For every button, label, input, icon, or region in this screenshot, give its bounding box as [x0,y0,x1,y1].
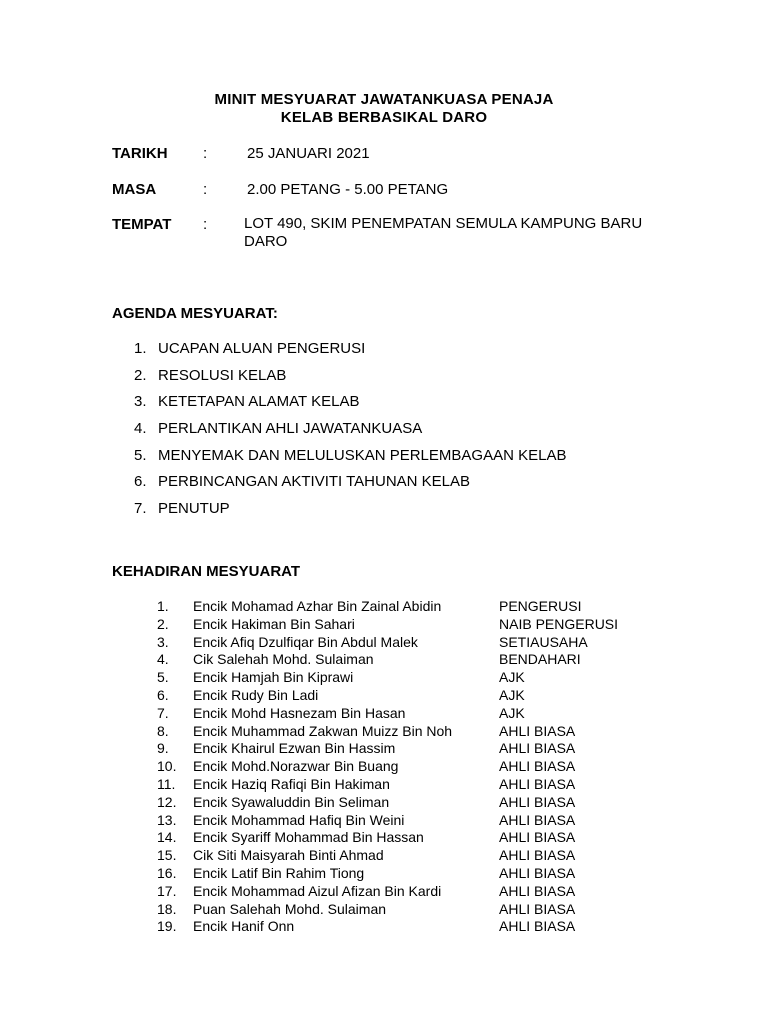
attendance-row [0,616,768,634]
attendance-number: 5. [157,669,169,686]
attendance-role: AHLI BIASA [499,882,576,899]
attendance-name: Encik Latif Bin Rahim Tiong [193,864,365,881]
agenda-item-text: RESOLUSI KELAB [158,366,287,384]
attendance-row [0,598,768,616]
attendance-row [0,812,768,830]
document-subtitle: KELAB BERBASIKAL DARO [280,109,488,126]
attendance-list [0,598,768,936]
attendance-number: 17. [157,882,177,899]
attendance-name: Cik Salehah Mohd. Sulaiman [193,651,374,668]
attendance-row [0,794,768,812]
attendance-number: 13. [157,811,177,828]
attendance-number: 2. [157,615,169,632]
attendance-number: 10. [157,758,177,775]
attendance-heading: KEHADIRAN MESYUARAT [112,563,301,580]
attendance-name: Encik Mohd Hasnezam Bin Hasan [193,704,406,721]
attendance-row [0,918,768,936]
attendance-name: Encik Mohammad Hafiq Bin Weini [193,811,405,828]
attendance-role: AHLI BIASA [499,811,576,828]
attendance-row [0,758,768,776]
attendance-row [0,687,768,705]
attendance-name: Encik Hamjah Bin Kiprawi [193,669,354,686]
attendance-name: Encik Afiq Dzulfiqar Bin Abdul Malek [193,633,418,650]
attendance-name: Encik Hanif Onn [193,918,295,935]
attendance-role: BENDAHARI [499,651,581,668]
attendance-row [0,883,768,901]
attendance-name: Encik Mohamad Azhar Bin Zainal Abidin [193,598,442,614]
agenda-item-text: PERBINCANGAN AKTIVITI TAHUNAN KELAB [158,473,471,491]
time-label: MASA [112,181,157,198]
attendance-number: 19. [157,918,177,935]
attendance-role: AHLI BIASA [499,775,576,792]
agenda-item-text: UCAPAN ALUAN PENGERUSI [158,340,366,357]
agenda-item-text: PENUTUP [158,500,230,518]
attendance-name: Encik Mohammad Aizul Afizan Bin Kardi [193,882,442,899]
document-title: MINIT MESYUARAT JAWATANKUASA PENAJA [214,91,554,108]
attendance-role: NAIB PENGERUSI [499,615,619,632]
attendance-number: 3. [157,633,169,650]
attendance-number: 11. [157,775,176,792]
attendance-role: AHLI BIASA [499,847,576,864]
attendance-row [0,634,768,652]
attendance-name: Encik Rudy Bin Ladi [193,686,319,703]
attendance-row [0,847,768,865]
attendance-name: Encik Syawaluddin Bin Seliman [193,793,390,810]
attendance-row [0,829,768,847]
attendance-row [0,723,768,741]
agenda-item-text: KETETAPAN ALAMAT KELAB [158,393,360,411]
attendance-name: Encik Muhammad Zakwan Muizz Bin Noh [193,722,453,739]
attendance-number: 9. [157,740,169,757]
place-label: TEMPAT [112,216,172,233]
date-label: TARIKH [112,145,168,162]
agenda-heading: AGENDA MESYUARAT: [112,305,278,322]
attendance-name: Encik Mohd.Norazwar Bin Buang [193,758,399,775]
agenda-item-text: PERLANTIKAN AHLI JAWATANKUASA [158,420,423,438]
attendance-number: 14. [157,829,177,846]
attendance-number: 12. [157,793,177,810]
agenda-item-text: MENYEMAK DAN MELULUSKAN PERLEMBAGAAN KELAB [158,446,567,464]
place-colon: : [203,216,208,233]
attendance-row [0,776,768,794]
agenda-item-number: 1. [134,340,147,357]
attendance-row [0,669,768,687]
time-colon: : [203,181,208,198]
attendance-role: PENGERUSI [499,598,582,614]
attendance-role: AJK [499,686,525,703]
attendance-name: Puan Salehah Mohd. Sulaiman [193,900,387,917]
attendance-role: AHLI BIASA [499,758,576,775]
attendance-role: SETIAUSAHA [499,633,588,650]
attendance-role: AHLI BIASA [499,740,576,757]
agenda-item-number: 6. [134,473,147,491]
attendance-number: 7. [157,704,169,721]
attendance-name: Encik Hakiman Bin Sahari [193,615,355,632]
attendance-number: 16. [157,864,177,881]
time-value: 2.00 PETANG - 5.00 PETANG [247,181,449,198]
attendance-row [0,901,768,919]
attendance-role: AHLI BIASA [499,918,576,935]
attendance-row [0,740,768,758]
place-value: LOT 490, SKIM PENEMPATAN SEMULA KAMPUNG BARU DARO [244,215,643,250]
attendance-number: 15. [157,847,177,864]
agenda-item-number: 7. [134,500,147,518]
attendance-number: 6. [157,686,169,703]
date-value: 25 JANUARI 2021 [247,145,370,162]
attendance-row [0,865,768,883]
attendance-role: AJK [499,669,525,686]
attendance-number: 18. [157,900,177,917]
attendance-number: 8. [157,722,169,739]
attendance-name: Encik Khairul Ezwan Bin Hassim [193,740,396,757]
agenda-item-number: 4. [134,420,147,438]
attendance-number: 4. [157,651,169,668]
attendance-name: Cik Siti Maisyarah Binti Ahmad [193,847,384,864]
attendance-role: AHLI BIASA [499,793,576,810]
attendance-row [0,651,768,669]
attendance-role: AHLI BIASA [499,900,576,917]
attendance-row [0,705,768,723]
attendance-name: Encik Syariff Mohammad Bin Hassan [193,829,424,846]
attendance-name: Encik Haziq Rafiqi Bin Hakiman [193,775,390,792]
attendance-role: AHLI BIASA [499,722,576,739]
agenda-item-number: 5. [134,446,147,464]
attendance-role: AHLI BIASA [499,864,576,881]
date-colon: : [203,145,208,162]
attendance-number: 1. [157,598,169,614]
agenda-item-number: 3. [134,393,147,411]
attendance-role: AJK [499,704,525,721]
agenda-item-number: 2. [134,366,147,384]
attendance-role: AHLI BIASA [499,829,576,846]
